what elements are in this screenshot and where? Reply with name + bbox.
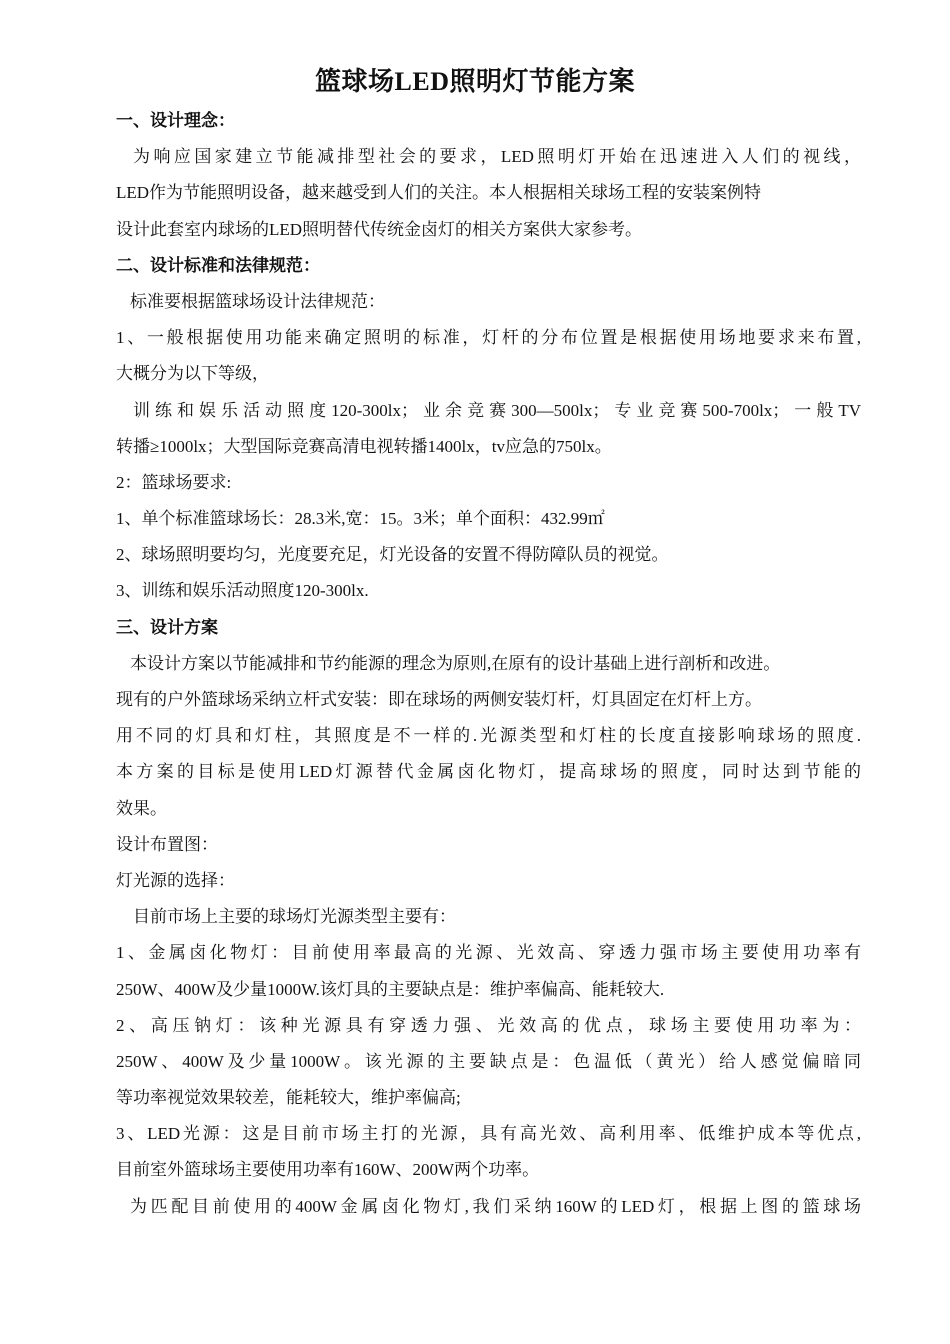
text-line: 目前室外篮球场主要使用功率有160W、200W两个功率。	[116, 1160, 540, 1180]
text-line: 用不同的灯具和灯柱，其照度是不一样的.光源类型和灯柱的长度直接影响球场的照度.	[116, 726, 861, 746]
text-line: 现有的户外篮球场采纳立杆式安装：即在球场的两侧安装灯杆，灯具固定在灯杆上方。	[116, 690, 762, 709]
text-line: 为响应国家建立节能减排型社会的要求，LED照明灯开始在迅速进入人们的视线，	[133, 147, 861, 167]
text-line: 设计布置图：	[116, 834, 218, 854]
text-line: 2：篮球场要求:	[116, 472, 232, 492]
document-title: 篮球场LED照明灯节能方案	[315, 67, 635, 96]
section-heading: 一、设计理念：	[116, 111, 235, 130]
text-line: 设计此套室内球场的LED照明替代传统金卤灯的相关方案供大家参考。	[116, 219, 643, 239]
text-line: 灯光源的选择：	[116, 870, 235, 890]
text-line: LED作为节能照明设备，越来越受到人们的关注。本人根据相关球场工程的安装案例特	[116, 183, 762, 203]
text-line: 训练和娱乐活动照度120-300lx；业余竞赛300—500lx；专业竞赛500-700lx；一般TV	[133, 400, 861, 420]
text-line: 本方案的目标是使用LED灯源替代金属卤化物灯，提高球场的照度，同时达到节能的	[116, 762, 861, 782]
section-heading: 三、设计方案	[116, 617, 218, 637]
text-line: 为匹配目前使用的400W金属卤化物灯,我们采纳160W的LED灯，根据上图的篮球场	[130, 1196, 861, 1216]
text-line: 2、球场照明要均匀，光度要充足，灯光设备的安置不得防障队员的视觉。	[116, 545, 669, 565]
text-line: 大概分为以下等级，	[116, 364, 269, 384]
text-line: 等功率视觉效果较差，能耗较大，维护率偏高;	[116, 1088, 461, 1108]
text-line: 1、单个标准篮球场长：28.3米,宽：15。3米；单个面积：432.99㎡	[116, 509, 605, 529]
text-line: 本设计方案以节能减排和节约能源的理念为原则,在原有的设计基础上进行剖析和改进。	[130, 653, 781, 673]
text-line: 2、高压钠灯：该种光源具有穿透力强、光效高的优点，球场主要使用功率为：	[116, 1015, 861, 1035]
text-line: 3、训练和娱乐活动照度120-300lx.	[116, 581, 369, 601]
text-line: 3、LED光源：这是目前市场主打的光源，具有高光效、高利用率、低维护成本等优点,	[116, 1124, 861, 1144]
section-heading: 二、设计标准和法律规范：	[116, 255, 320, 275]
text-line: 1、金属卤化物灯：目前使用率最高的光源、光效高、穿透力强市场主要使用功率有	[116, 943, 861, 963]
text-line: 250W、400W及少量1000W。该光源的主要缺点是：色温低（黄光）给人感觉偏暗同	[116, 1051, 861, 1071]
text-line: 目前市场上主要的球场灯光源类型主要有：	[133, 907, 456, 927]
document-body	[116, 103, 861, 1225]
text-line: 标准要根据篮球场设计法律规范：	[130, 291, 385, 311]
text-line: 转播≥1000lx；大型国际竞赛高清电视转播1400lx，tv应急的750lx。	[116, 436, 612, 456]
text-line: 1、一般根据使用功能来确定照明的标准，灯杆的分布位置是根据使用场地要求来布置,	[116, 328, 861, 348]
text-line: 250W、400W及少量1000W.该灯具的主要缺点是：维护率偏高、能耗较大.	[116, 979, 665, 999]
text-line: 效果。	[116, 798, 167, 818]
